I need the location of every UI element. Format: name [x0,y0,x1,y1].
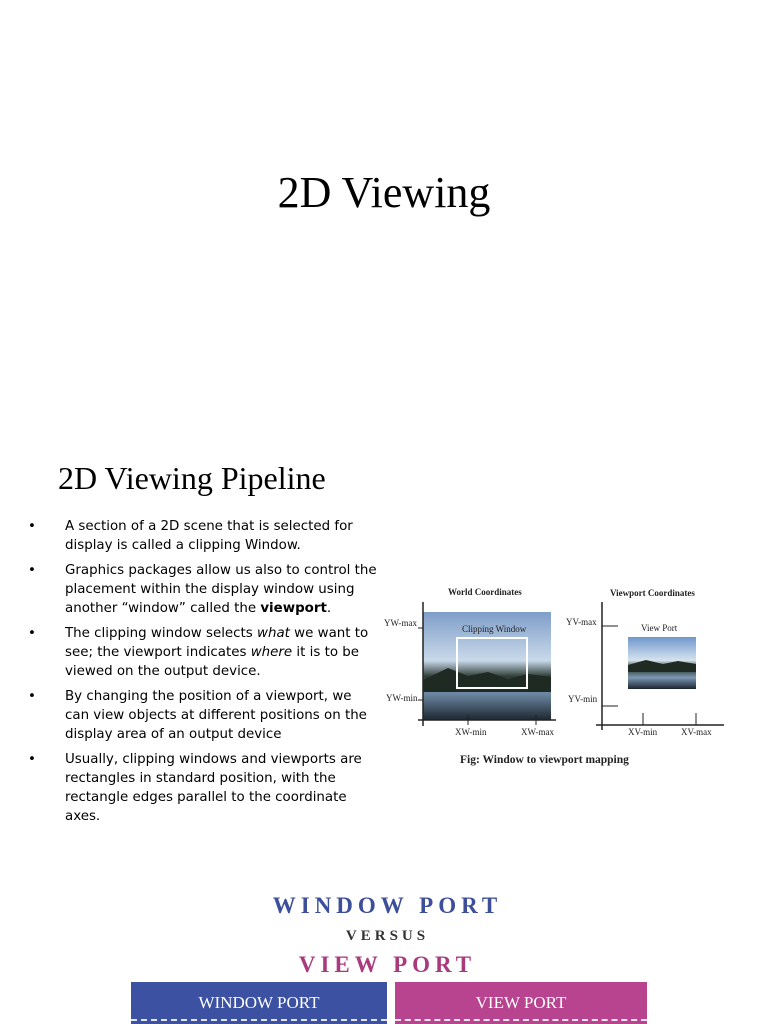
bullet-list [28,517,378,832]
xw-min-label: XW-min [455,727,487,737]
banner-versus: VERSUS [345,928,430,944]
figure-svg [378,580,738,780]
window-port-column-header: WINDOW PORT [131,982,387,1024]
bullet-item: • By changing the position of a viewport, we can view objects at different positions on the display area of an output device [28,687,378,744]
slide-title: 2D Viewing [277,168,491,217]
yv-min-label: YV-min [568,694,598,704]
window-viewport-figure [378,580,738,780]
view-port-column-header: VIEW PORT [395,982,647,1024]
xv-min-label: XV-min [628,727,658,737]
xw-max-label: XW-max [521,727,554,737]
bullet-item: • Usually, clipping windows and viewports are rectangles in standard position, with the rectangle edges parallel to the coordinate axes. [28,750,378,826]
figure-caption: Fig: Window to viewport mapping [460,754,629,766]
slide-heading: 2D Viewing Pipeline [58,460,326,496]
bullet-item: • The clipping window selects what we want to see; the viewport indicates where it is to be viewed on the output device. [28,624,378,681]
viewport-coordinates-label: Viewport Coordinates [610,588,695,598]
view-port-label: View Port [641,623,678,633]
bullet-item: • A section of a 2D scene that is selected for display is called a clipping Window. [28,517,378,555]
yw-max-label: YW-max [384,618,417,628]
bullet-item: • Graphics packages allow us also to control the placement within the display window using another “window” called the viewport. [28,561,378,618]
yv-max-label: YV-max [566,617,597,627]
banner-view-port: VIEW PORT [298,952,477,977]
world-coordinates-label: World Coordinates [448,587,522,597]
banner-window-port: WINDOW PORT [272,893,503,918]
viewport-term: viewport [260,601,327,616]
clipping-window-label: Clipping Window [462,624,527,634]
xv-max-label: XV-max [681,727,712,737]
yw-min-label: YW-min [386,693,418,703]
